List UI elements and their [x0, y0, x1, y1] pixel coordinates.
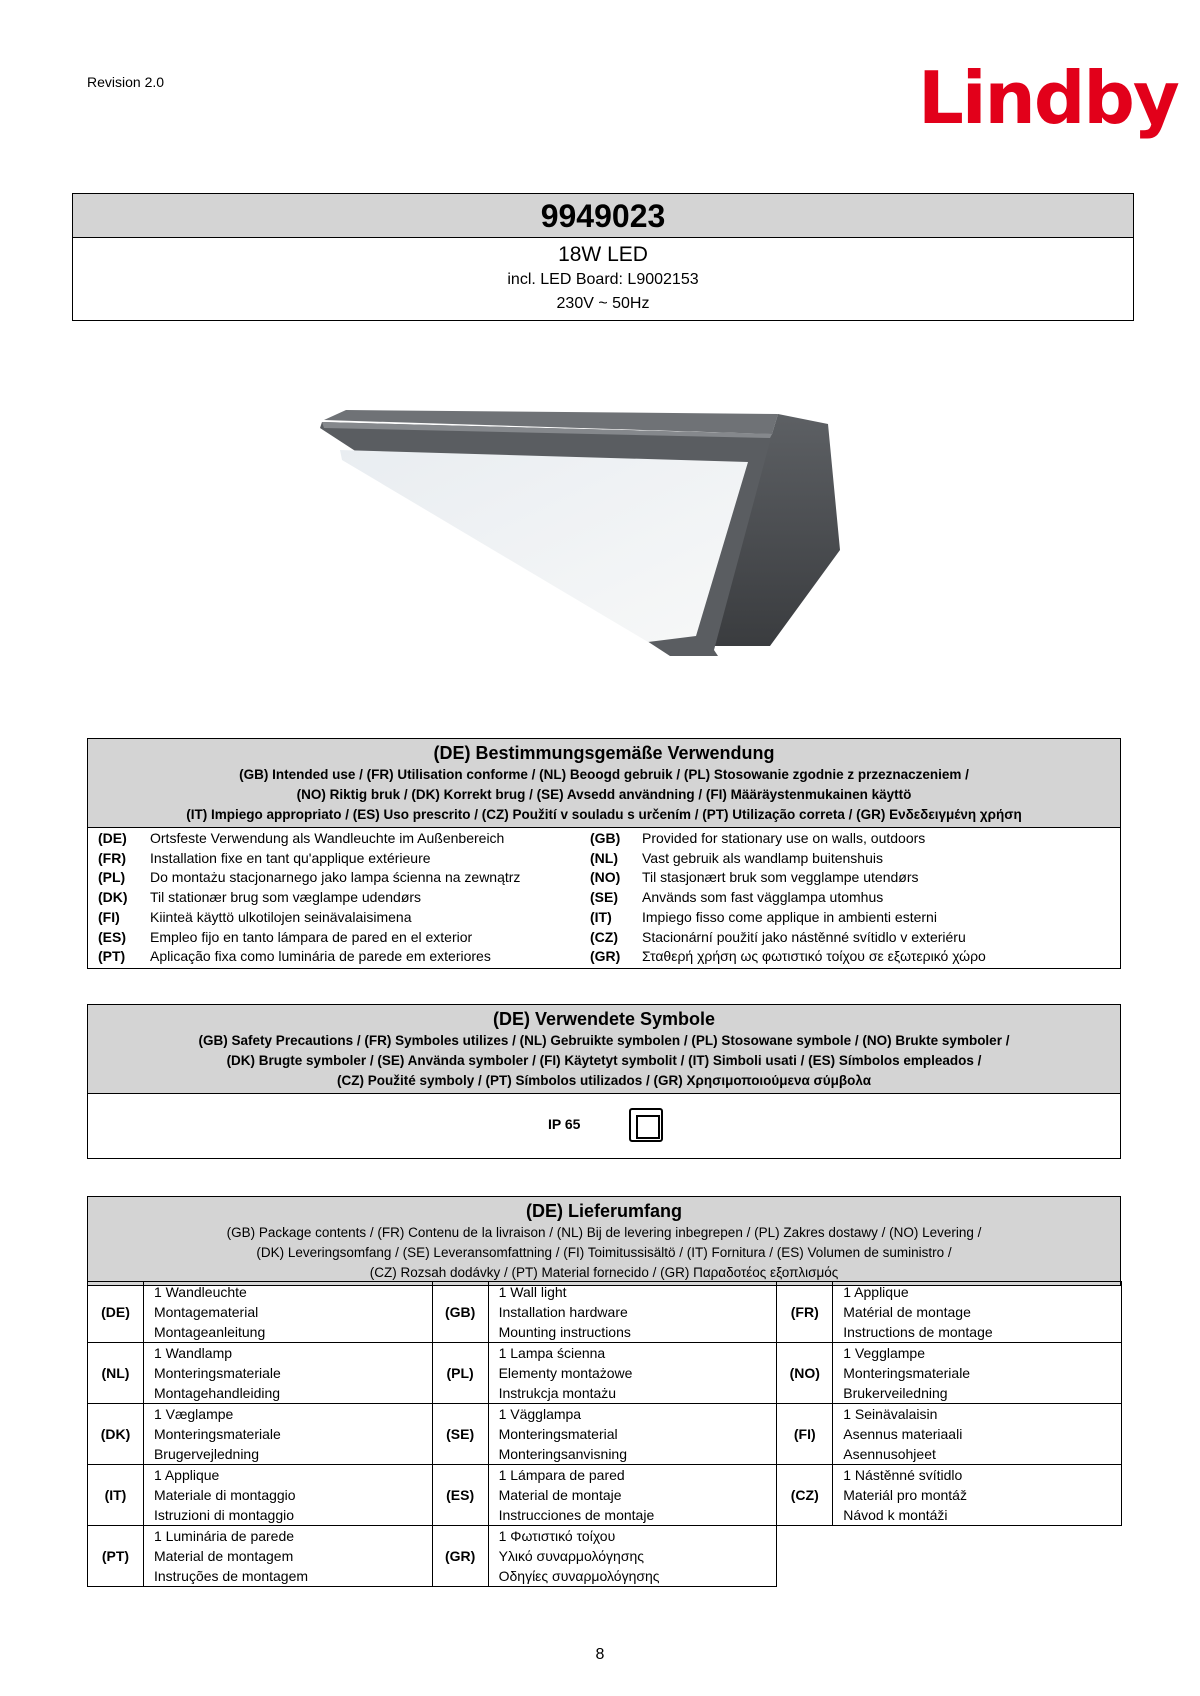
package-subtitle: (DK) Leveringsomfang / (SE) Leveransomfattning / (FI) Toimitussisältö / (IT) Fornitura / (ES) Volumen de suministro /	[256, 1245, 952, 1260]
package-items	[488, 1465, 777, 1526]
package-contents-table	[87, 1281, 1122, 1587]
intended-use-text: Aplicação fixa como luminária de parede em exteriores	[150, 948, 491, 965]
package-items	[143, 1282, 432, 1343]
table-row	[88, 1282, 1122, 1343]
package-item: Instructions de montage	[843, 1324, 993, 1340]
package-item: Material de montagem	[153, 1548, 294, 1564]
language-code: (PL)	[98, 869, 126, 886]
language-code: (PT)	[98, 948, 126, 965]
symbols-subtitle: (CZ) Použité symboly / (PT) Símbolos utilizados / (GR) Χρησιμοποιούμενα σύμβολα	[337, 1073, 871, 1088]
language-code: (GR)	[590, 948, 621, 965]
package-items	[143, 1343, 432, 1404]
language-code: (FR)	[777, 1282, 833, 1343]
package-items	[488, 1343, 777, 1404]
intended-use-text: Impiego fisso come applique in ambienti esterni	[642, 908, 937, 925]
package-item: Οδηγίες συναρμολόγησης	[498, 1568, 660, 1584]
package-item: 1 Lampa ścienna	[498, 1345, 606, 1361]
package-items	[833, 1343, 1122, 1404]
symbols-section	[87, 1004, 1121, 1159]
page-number: 8	[595, 1646, 605, 1663]
intended-use-text: Vast gebruik als wandlamp buitenshuis	[642, 849, 883, 866]
table-row	[88, 1404, 1122, 1465]
package-item: Monteringsmaterial	[498, 1426, 618, 1442]
led-board: incl. LED Board: L9002153	[507, 271, 699, 288]
intended-use-text: Används som fast vägglampa utomhus	[642, 889, 884, 906]
package-items	[833, 1404, 1122, 1465]
language-code: (PT)	[88, 1526, 144, 1587]
symbols-title: (DE) Verwendete Symbole	[492, 1009, 716, 1029]
intended-use-text: Σταθερή χρήση ως φωτιστικό τοίχου σε εξωτερικό χώρο	[642, 948, 986, 965]
language-code: (FI)	[98, 908, 120, 925]
symbols-subtitle: (DK) Brugte symboler / (SE) Använda symboler / (FI) Käytetyt symbolit / (IT) Simboli usati / (ES) Símbolos empleados /	[226, 1053, 982, 1068]
package-item: Montageanleitung	[153, 1324, 266, 1340]
package-item: Materiale di montaggio	[153, 1487, 296, 1503]
language-code: (SE)	[432, 1404, 488, 1465]
intended-use-text: Til stationær brug som væglampe udendørs	[150, 889, 422, 906]
language-code: (NL)	[88, 1343, 144, 1404]
language-code: (CZ)	[777, 1465, 833, 1526]
package-item: 1 Φωτιστικό τοίχου	[498, 1528, 616, 1544]
intended-use-text: Empleo fijo en tanto lámpara de pared en el exterior	[150, 928, 473, 945]
package-item: Mounting instructions	[498, 1324, 631, 1340]
package-item: 1 Lámpara de pared	[498, 1467, 625, 1483]
package-item: Materiál pro montáž	[843, 1487, 967, 1503]
language-code: (FR)	[98, 849, 126, 866]
language-code: (DE)	[88, 1282, 144, 1343]
product-specs	[73, 238, 1133, 320]
language-code: (IT)	[590, 908, 612, 925]
lamp-diffuser	[340, 450, 748, 642]
language-code: (GR)	[432, 1526, 488, 1587]
intended-use-title: (DE) Bestimmungsgemäße Verwendung	[433, 743, 775, 763]
intended-use-text: Provided for stationary use on walls, outdoors	[642, 830, 926, 846]
symbols-subtitle: (GB) Safety Precautions / (FR) Symboles utilizes / (NL) Gebruikte symbolen / (PL) Stosowane symbole / (NO) Brukte symboler /	[198, 1033, 1010, 1048]
package-items	[488, 1526, 777, 1587]
package-item: Installation hardware	[498, 1304, 628, 1320]
intended-use-text: Stacionární použití jako nástěnné svítidlo v exteriéru	[642, 928, 966, 945]
language-code: (IT)	[88, 1465, 144, 1526]
package-items	[833, 1282, 1122, 1343]
protection-class-ii-icon	[629, 1108, 663, 1142]
package-item: 1 Vegglampe	[843, 1345, 925, 1361]
package-item: 1 Applique	[843, 1284, 909, 1300]
package-item: 1 Wall light	[498, 1284, 567, 1300]
package-items	[488, 1404, 777, 1465]
symbols-body	[88, 1094, 1120, 1158]
revision-label: Revision 2.0	[87, 74, 165, 90]
language-code: (ES)	[98, 928, 126, 945]
package-items	[833, 1465, 1122, 1526]
package-item: Monteringsanvisning	[498, 1446, 627, 1462]
empty-cell	[777, 1526, 1122, 1587]
package-item: Elementy montażowe	[498, 1365, 633, 1381]
package-item: Monteringsmateriale	[153, 1426, 281, 1442]
symbols-header	[88, 1005, 1120, 1094]
package-subtitle: (GB) Package contents / (FR) Contenu de la livraison / (NL) Bij de levering inbegrepen / (PL) Zakres dostawy / (NO) Levering /	[226, 1225, 982, 1240]
table-row	[88, 1526, 1122, 1587]
product-image	[318, 410, 850, 660]
language-code: (GB)	[590, 830, 621, 846]
package-subtitle: (CZ) Rozsah dodávky / (PT) Material fornecido / (GR) Παραδοτέος εξοπλισμός	[369, 1265, 839, 1280]
package-title: (DE) Lieferumfang	[525, 1201, 682, 1221]
package-item: Monteringsmateriale	[843, 1365, 971, 1381]
package-items	[143, 1404, 432, 1465]
table-row	[88, 1343, 1122, 1404]
package-item: Monteringsmateriale	[153, 1365, 281, 1381]
package-item: 1 Væglampe	[153, 1406, 234, 1422]
brand-logo: Lindby	[918, 56, 1178, 140]
package-item: 1 Applique	[153, 1467, 220, 1483]
intended-use-list	[88, 828, 1120, 968]
package-item: Υλικό συναρμολόγησης	[498, 1548, 645, 1564]
package-section	[87, 1196, 1121, 1286]
intended-use-text: Kiinteä käyttö ulkotilojen seinävalaisimena	[150, 908, 412, 925]
intended-use-text: Do montażu stacjonarnego jako lampa ścienna na zewnątrz	[150, 869, 521, 886]
package-item: 1 Luminária de parede	[153, 1528, 295, 1544]
power-rating: 18W LED	[558, 243, 648, 266]
package-item: Instruções de montagem	[153, 1568, 309, 1584]
package-items	[488, 1282, 777, 1343]
package-item: Instrukcja montażu	[498, 1385, 617, 1401]
package-item: Brukerveiledning	[843, 1385, 948, 1401]
language-code: (NL)	[590, 849, 618, 866]
language-code: (CZ)	[590, 928, 618, 945]
intended-use-subtitle: (NO) Riktig bruk / (DK) Korrekt brug / (SE) Avsedd användning / (FI) Määräystenmukainen käyttö	[296, 787, 912, 802]
package-item: Material de montaje	[498, 1487, 622, 1503]
package-item: Matérial de montage	[843, 1304, 971, 1320]
intended-use-subtitle: (IT) Impiego appropriato / (ES) Uso prescrito / (CZ) Použití v souladu s určením / (PT) Utilização correta / (GR) Ενδεδειγμένη χρήση	[186, 807, 1022, 822]
package-items	[143, 1465, 432, 1526]
language-code: (NO)	[777, 1343, 833, 1404]
language-code: (DK)	[88, 1404, 144, 1465]
table-row	[88, 1465, 1122, 1526]
language-code: (GB)	[432, 1282, 488, 1343]
package-item: 1 Wandlamp	[153, 1345, 233, 1361]
package-item: Návod k montáži	[843, 1507, 948, 1523]
package-item: Asennusohjeet	[843, 1446, 936, 1462]
ip-rating: IP 65	[548, 1116, 581, 1132]
package-item: 1 Wandleuchte	[153, 1284, 247, 1300]
voltage: 230V ~ 50Hz	[556, 295, 650, 312]
language-code: (SE)	[590, 889, 618, 906]
package-items	[143, 1526, 432, 1587]
language-code: (NO)	[590, 869, 621, 886]
package-item: Istruzioni di montaggio	[153, 1507, 295, 1523]
intended-use-text: Til stasjonært bruk som vegglampe utendørs	[642, 869, 919, 886]
language-code: (DK)	[98, 889, 128, 906]
intended-use-text: Ortsfeste Verwendung als Wandleuchte im Außenbereich	[150, 830, 505, 846]
language-code: (FI)	[777, 1404, 833, 1465]
package-item: Brugervejledning	[153, 1446, 260, 1462]
package-item: 1 Seinävalaisin	[843, 1406, 938, 1422]
language-code: (PL)	[432, 1343, 488, 1404]
package-item: 1 Vägglampa	[498, 1406, 582, 1422]
language-code: (DE)	[98, 830, 127, 846]
intended-use-section	[87, 738, 1121, 969]
package-item: 1 Nástěnné svítidlo	[843, 1467, 963, 1483]
product-header	[72, 193, 1134, 321]
package-item: Montagehandleiding	[153, 1385, 281, 1401]
language-code: (ES)	[432, 1465, 488, 1526]
model-number: 9949023	[73, 194, 1133, 238]
intended-use-header	[88, 739, 1120, 828]
package-header	[88, 1197, 1120, 1286]
intended-use-subtitle: (GB) Intended use / (FR) Utilisation conforme / (NL) Beoogd gebruik / (PL) Stosowanie zgodnie z przeznaczeniem /	[239, 767, 969, 782]
package-item: Asennus materiaali	[843, 1426, 963, 1442]
intended-use-text: Installation fixe en tant qu'applique extérieure	[150, 849, 431, 866]
package-item: Montagematerial	[153, 1304, 259, 1320]
package-item: Instrucciones de montaje	[498, 1507, 655, 1523]
